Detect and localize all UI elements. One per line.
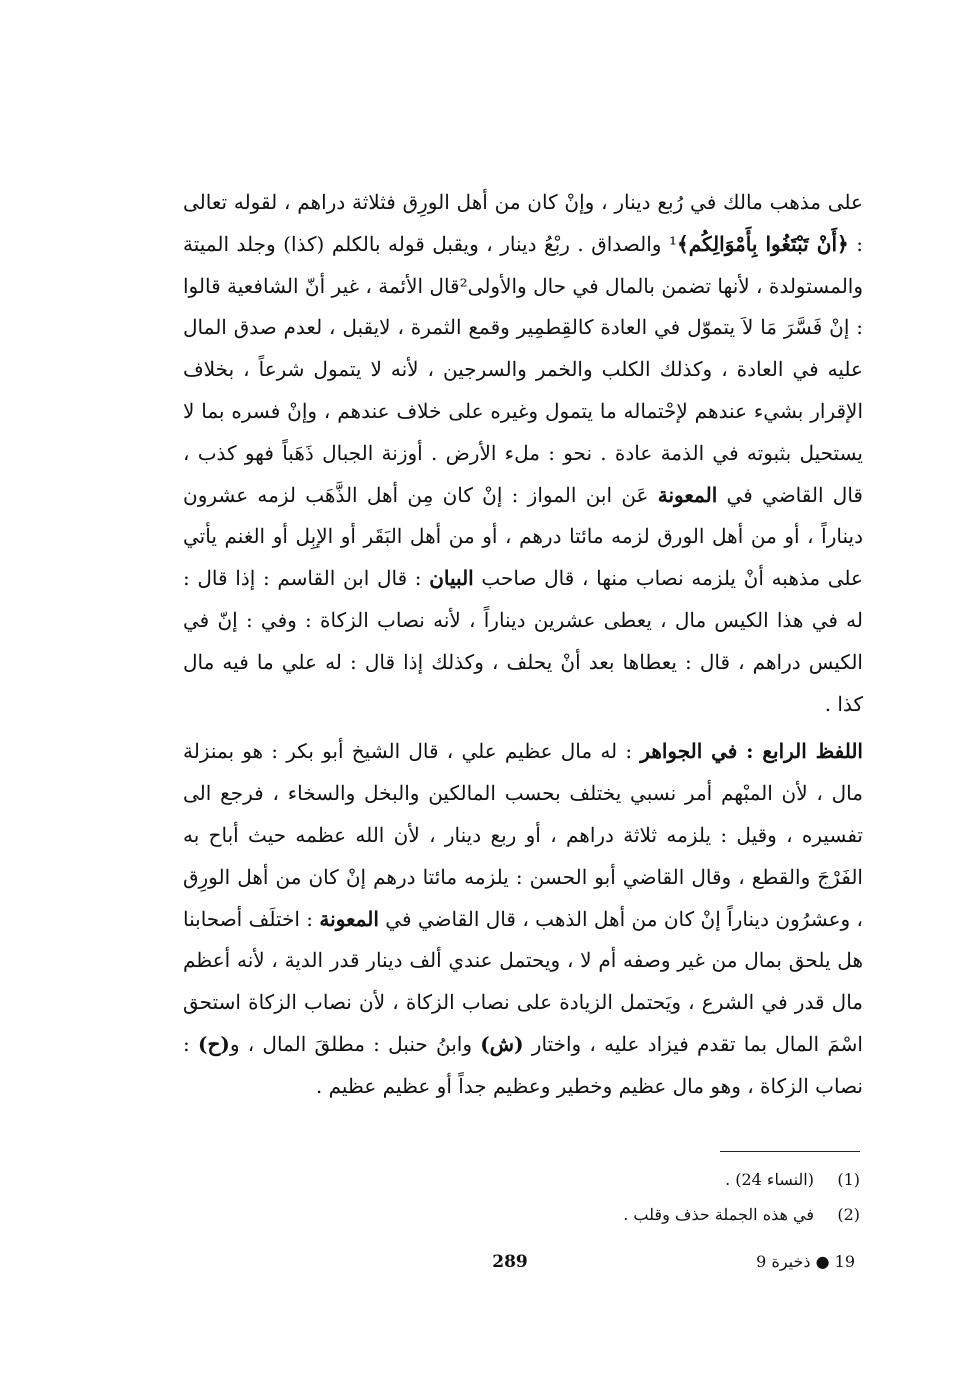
paragraph-2-segment: : له مال عظيم علي ، قال الشيخ أبو بكر : هو بمنزلة مال ، لأن المبْهم أمر نسبي يختلف بحسب المالكين والبخل والسخاء ، فرجع الى تفسيره ، وقيل : يلزمه ثلاثة دراهم ، أو ربع دينار ، لأن الله عظمه حيث أباح به الفَرْجَ والقطع ، وقال القاضي أبو الحسن : يلزمه مائتا درهم إنْ كان من أهل الورِق ، وعشرُون ديناراً إنْ كان من أهل الذهب ، قال القاضي في — [183, 739, 864, 931]
paragraph-1-segment: والصداق . ربْعُ دينار ، ويقبل قوله بالكلم (كذا) وجلد الميتة والمستولدة ، لأنها تضمن بالمال في حال والأولى²قال الأئمة ، غير أنّ الشافعية قالوا : إنْ فَسَّرَ مَا لاَ يتموّل في العادة كالقِطمِير وقمع الثمرة ، لايقبل ، لعدم صدق المال عليه في العادة ، وكذلك الكلب والخمر والسرجين ، لأنه لا يتمول شرعاً ، بخلاف الإقرار بشيء عندهم لإحْتماله ما يتمول وغيره على خلاف عندهم ، وإنْ فسره بما لا يستحيل بثبوته في الذمة عادة . نحو : ملء الأرض . أوزنة الجبال ذَهَباً فهو كذب ، قال القاضي في — [183, 231, 864, 507]
source-name-jawahir: الجواهر — [640, 739, 703, 764]
paragraph-1-segment: : قال ابن القاسم : إذا قال : له في هذا الكيس مال ، يعطى عشرين ديناراً ، لأنه نصاب الزكاة : وفي : إنّ في الكيس دراهم ، قال : يعطاها بعد أنْ يحلف ، وكذلك إذا قال : له علي ما فيه مال كذا . — [183, 566, 863, 716]
abbrev-shafii: (ش) — [480, 1031, 524, 1056]
paragraph-1 — [183, 182, 863, 725]
abbrev-hanafi: (ح) — [197, 1031, 230, 1056]
quran-verse: ﴿أَنْ تَبْتَغُوا بِأَمْوَالِكُم﴾ — [676, 231, 849, 256]
paragraph-2-segment: : نصاب الزكاة ، وهو مال عظيم وخطير وعظيم جداً أو عظيم عظيم . — [183, 1031, 863, 1098]
section-heading: اللفظ الرابع : في — [702, 739, 863, 764]
paragraph-2-segment: وابنُ حنبل : مطلقَ المال ، و — [229, 1031, 481, 1056]
page-number: 289 — [492, 1252, 528, 1272]
main-text — [183, 182, 863, 1108]
footnote-ref-1: ¹ — [668, 231, 677, 256]
source-name-bayan: البيان — [429, 566, 474, 591]
paragraph-1-segment: عَن ابن المواز : إنْ كان مِن أهل الذَّهَب لزمه عشرون ديناراً ، أو من أهل الورق لزمه مائتا درهم ، أو من أهل البَقَر أو الإبِل أو الغنم يأتي على مذهبه أنْ يلزمه نصاب منها ، قال صاحب — [183, 482, 863, 591]
paragraph-1-segment: على مذهب مالك في رُبع دينار ، وإنْ كان من أهل الورِق فثلاثة دراهم ، لقوله تعالى : — [183, 190, 863, 256]
footnote-text: (النساء 24) . — [725, 1170, 814, 1189]
footnote-number: (2) — [837, 1205, 860, 1224]
printer-signature: 19 ● ذخيرة 9 — [756, 1252, 855, 1271]
paragraph-2 — [183, 731, 863, 1107]
footnote-text: في هذه الجملة حذف وقلب . — [623, 1205, 814, 1224]
source-name-maouna: المعونة — [319, 906, 379, 931]
footnote-2 — [420, 1197, 860, 1232]
footnotes — [420, 1162, 860, 1232]
footnote-number: (1) — [837, 1170, 860, 1189]
paragraph-2-segment: : اختلَف أصحابنا هل يلحق بمال من غير وصفه أم لا ، ويحتمل عندي ألف دينار قدر الدية ، لأنه أعظم مال قدر في الشرع ، ويَحتمل الزيادة على نصاب الزكاة ، لأن نصاب الزكاة استحق اسْمَ المال بما تقدم فيزاد عليه ، واختار — [183, 906, 863, 1056]
source-name-maouna: المعونة — [657, 482, 718, 507]
footnote-1 — [420, 1162, 860, 1197]
footnote-separator — [720, 1151, 860, 1152]
